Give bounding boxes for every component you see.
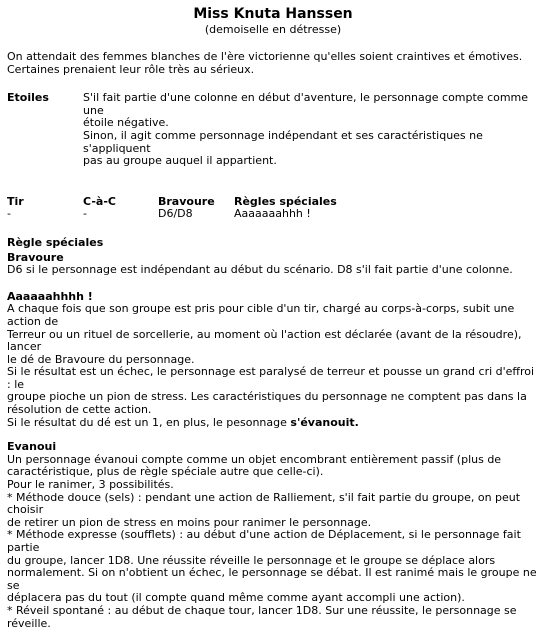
etoiles-line: étoile négative. (83, 116, 169, 130)
document-page (7, 6, 539, 630)
evanoui-line: normalement. Si on n'obtient un échec, le personnage se débat. Il est ranimé mais le groupe ne se (7, 566, 537, 592)
aaah-text (7, 303, 539, 429)
intro-paragraph (7, 51, 539, 76)
etoiles-section (7, 92, 539, 168)
stats-value-cac: - (83, 207, 87, 221)
evanoui-line: * Réveil spontané : au début de chaque tour, lancer 1D8. Sur une réussite, le personnage se réveille. (7, 603, 517, 630)
bravoure-text: D6 si le personnage est indépendant au début du scénario. D8 s'il fait partie d'une colonne. (7, 263, 513, 277)
aaah-line: Terreur ou un rituel de sorcellerie, au moment où l'action est déclarée (avant de la résoudre), lancer (7, 327, 522, 354)
aaah-line: A chaque fois que son groupe est pris pour cible d'un tir, chargé au corps-à-corps, subit une action de (7, 302, 515, 328)
etoiles-text (83, 92, 539, 168)
bravoure-heading: Bravoure (7, 250, 64, 264)
aaah-line: le dé de Bravoure du personnage. (7, 352, 195, 366)
evanoui-line: Pour le ranimer, 3 possibilités. (7, 478, 174, 492)
character-subtitle: (demoiselle en détresse) (204, 23, 342, 36)
etoiles-line: pas au groupe auquel il appartient. (83, 154, 277, 168)
stats-table (7, 196, 539, 221)
intro-line: On attendait des femmes blanches de l'ère victorienne qu'elles soient craintives et émotives. (7, 50, 523, 63)
character-name: Miss Knuta Hanssen (193, 6, 353, 22)
aaah-line: groupe pioche un pion de stress. Les caractéristiques du personnage ne comptent pas dans la (7, 390, 527, 404)
aaah-last-line-bold: s'évanouit. (290, 415, 359, 429)
etoiles-line: S'il fait partie d'une colonne en début d'aventure, le personnage compte comme une (83, 91, 529, 117)
intro-line: Certaines prenaient leur rôle très au sérieux. (7, 62, 255, 76)
evanoui-line: du groupe, lancer 1D8. Une réussite réveille le personnage et le groupe se déplace alors (7, 553, 496, 567)
stats-header-cac: C-à-C (83, 194, 116, 208)
evanoui-line: * Méthode douce (sels) : pendant une action de Ralliement, s'il fait partie du groupe, on peut choisir (7, 490, 521, 517)
stats-value-row (7, 208, 539, 221)
aaah-line: résolution de cette action. (7, 403, 152, 417)
evanoui-heading: Evanoui (7, 440, 57, 454)
evanoui-line: Un personnage évanoui compte comme un objet encombrant entièrement passif (plus de (7, 452, 502, 466)
stats-header-bravoure: Bravoure (158, 194, 215, 208)
stats-header-regles: Règles spéciales (234, 194, 337, 208)
stats-value-bravoure: D6/D8 (158, 207, 193, 221)
stats-value-tir: - (7, 207, 11, 221)
aaah-last-line-start: Si le résultat du dé est un 1, en plus, le pesonnage (7, 415, 291, 429)
evanoui-line: de retirer un pion de stress en moins pour ranimer le personnage. (7, 515, 372, 529)
etoiles-line: Sinon, il agit comme personnage indépendant et ses caractéristiques ne s'appliquent (83, 128, 483, 155)
evanoui-line: déplacera pas du tout (il compte quand même comme ayant accompli une action). (7, 591, 465, 605)
evanoui-line: caractéristique, plus de règle spéciale autre que celle-ci). (7, 465, 324, 479)
aaah-heading: Aaaaaahhhh ! (7, 289, 93, 303)
stats-header-tir: Tir (7, 194, 24, 208)
aaah-last-line (7, 417, 539, 430)
etoiles-label: Etoiles (7, 91, 49, 105)
rules-heading: Règle spéciales (7, 235, 104, 249)
evanoui-line: * Méthode expresse (soufflets) : au début d'une action de Déplacement, si le personnage fait partie (7, 528, 521, 554)
aaah-line: Si le résultat est un échec, le personnage est paralysé de terreur et pousse un grand cri d'effroi : le (7, 365, 535, 391)
stats-value-regles: Aaaaaaahhh ! (234, 207, 311, 221)
evanoui-text (7, 454, 539, 630)
